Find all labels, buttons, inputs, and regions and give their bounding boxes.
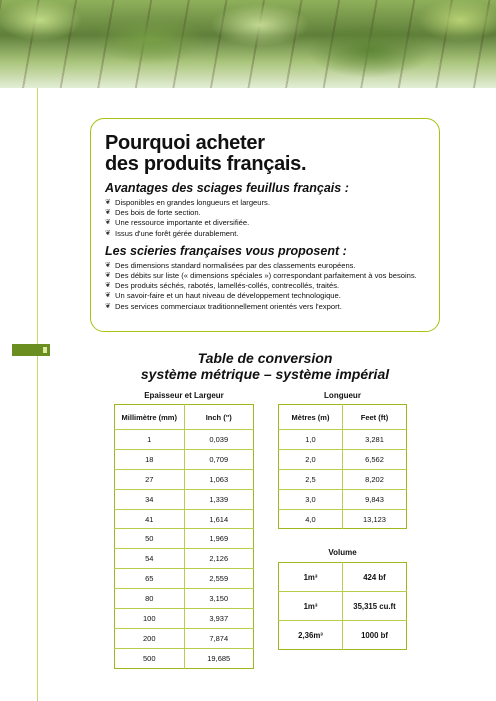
table-cell: 13,123 <box>363 514 386 524</box>
leaf-bullet-icon: ❦ <box>105 219 111 227</box>
list-item <box>105 198 425 208</box>
table-cell: 6,562 <box>343 449 407 469</box>
box-title <box>105 133 425 175</box>
list-item <box>105 208 425 218</box>
table-cell: 19,685 <box>207 653 231 663</box>
table-cell: 1,063 <box>184 469 254 489</box>
table-cell: 35,315 cu.ft <box>343 592 407 621</box>
volume-table <box>278 562 407 650</box>
table-row <box>115 569 254 589</box>
list-item <box>105 261 425 271</box>
advantages-list <box>105 198 425 239</box>
list-item-text: Des bois de forte section. <box>115 208 201 218</box>
table-cell: 41 <box>115 509 185 529</box>
table-cell: 424 bf <box>343 563 407 592</box>
conversion-title-line1: Table de conversion <box>197 350 333 366</box>
table-cell: 500 <box>115 648 185 668</box>
column-header: Mètres (m) <box>279 405 343 430</box>
list-item-text: Des services commerciaux traditionnellement orientés vers l'export. <box>115 301 342 311</box>
table-row <box>115 489 254 509</box>
volume-label: Volume <box>328 548 357 557</box>
table-cell: 1,614 <box>184 509 254 529</box>
table-cell: 1m³ <box>279 592 343 621</box>
table-row <box>115 430 254 450</box>
box-title-line1: Pourquoi acheter <box>105 132 265 154</box>
table-row <box>115 509 254 529</box>
table-row <box>115 469 254 489</box>
table-row <box>115 529 254 549</box>
table-cell: 65 <box>115 569 185 589</box>
margin-rule <box>37 88 38 701</box>
table-row <box>279 621 407 650</box>
leaf-bullet-icon: ❦ <box>105 282 111 290</box>
list-item-text: Des débits sur liste (« dimensions spéciales ») correspondant parfaitement à vos besoins. <box>115 271 417 281</box>
list-item-text: Un savoir-faire et un haut niveau de développement technologique. <box>115 291 341 301</box>
leaf-bullet-icon: ❦ <box>105 229 111 237</box>
table-cell: 80 <box>115 589 185 609</box>
offers-list <box>105 261 425 312</box>
list-item <box>105 291 425 301</box>
table-cell: 34 <box>115 489 185 509</box>
conversion-title <box>90 350 440 382</box>
advantages-heading: Avantages des sciages feuillus français : <box>105 181 349 195</box>
table-cell: 1m³ <box>279 563 343 592</box>
list-item-text: Des produits séchés, rabotés, lamellés-collés, contrecollés, traités. <box>115 281 340 291</box>
table-cell: 200 <box>115 628 185 648</box>
table-row <box>279 509 407 529</box>
table-cell: 2,0 <box>279 449 343 469</box>
table-cell: 8,202 <box>343 469 407 489</box>
list-item-text: Issus d'une forêt gérée durablement. <box>115 228 239 238</box>
table-cell: 54 <box>115 549 185 569</box>
table-cell: 1,339 <box>184 489 254 509</box>
leaf-bullet-icon: ❦ <box>105 302 111 310</box>
table-cell: 2,126 <box>184 549 254 569</box>
table-cell: 18 <box>115 449 185 469</box>
table-cell: 3,281 <box>343 430 407 450</box>
table-cell: 0,709 <box>184 449 254 469</box>
table-row <box>279 449 407 469</box>
table-cell: 100 <box>115 609 185 629</box>
table-row <box>115 648 254 668</box>
table-cell: 3,0 <box>279 489 343 509</box>
leaf-bullet-icon: ❦ <box>105 261 111 269</box>
box-title-line2: des produits français. <box>105 153 307 175</box>
list-item-text: Disponibles en grandes longueurs et largeurs. <box>115 198 270 207</box>
table-cell: 4,0 <box>279 509 343 529</box>
table-row <box>279 563 407 592</box>
list-item <box>105 218 425 228</box>
table-row <box>279 430 407 450</box>
table-cell: 27 <box>115 469 185 489</box>
leaf-bullet-icon: ❦ <box>105 272 111 280</box>
why-buy-french-box <box>90 118 440 332</box>
table-cell: 2,559 <box>184 569 254 589</box>
header-forest-photo <box>0 0 496 88</box>
offers-heading: Les scieries françaises vous proposent : <box>105 243 347 258</box>
page-marker-tab <box>12 344 50 356</box>
list-item <box>105 302 425 312</box>
table-row <box>115 449 254 469</box>
table-cell: 1 <box>115 430 185 450</box>
list-item <box>105 229 425 239</box>
epaisseur-table <box>114 404 254 669</box>
table-cell: 50 <box>115 529 185 549</box>
list-item-text: Une ressource importante et diversifiée. <box>115 218 250 228</box>
table-header-row <box>279 405 407 430</box>
table-cell: 7,874 <box>184 628 254 648</box>
table-header-row <box>115 405 254 430</box>
leaf-bullet-icon: ❦ <box>105 199 111 206</box>
leaf-bullet-icon: ❦ <box>105 209 111 217</box>
table-cell: 2,36m³ <box>279 621 343 650</box>
column-header: Inch (") <box>184 405 254 430</box>
table-row <box>115 628 254 648</box>
longueur-table <box>278 404 407 529</box>
table-cell: 2,5 <box>279 469 343 489</box>
table-row <box>279 469 407 489</box>
list-item-text: Des dimensions standard normalisées par des classements européens. <box>115 260 356 270</box>
table-cell: 1000 bf <box>361 630 388 640</box>
list-item <box>105 281 425 291</box>
longueur-label: Longueur <box>324 391 361 400</box>
epaisseur-label: Epaisseur et Largeur <box>144 391 224 400</box>
leaf-bullet-icon: ❦ <box>105 292 111 300</box>
table-cell: 1,0 <box>279 430 343 450</box>
table-cell: 0,039 <box>184 430 254 450</box>
table-row <box>115 609 254 629</box>
list-item <box>105 271 425 281</box>
table-cell: 1,969 <box>184 529 254 549</box>
column-header: Millimètre (mm) <box>115 405 185 430</box>
table-row <box>115 549 254 569</box>
table-cell: 3,937 <box>184 609 254 629</box>
table-cell: 9,843 <box>343 489 407 509</box>
table-row <box>279 489 407 509</box>
table-row <box>279 592 407 621</box>
conversion-title-line2: système métrique – système impérial <box>140 366 390 382</box>
column-header: Feet (ft) <box>343 405 407 430</box>
table-cell: 3,150 <box>184 589 254 609</box>
table-row <box>115 589 254 609</box>
